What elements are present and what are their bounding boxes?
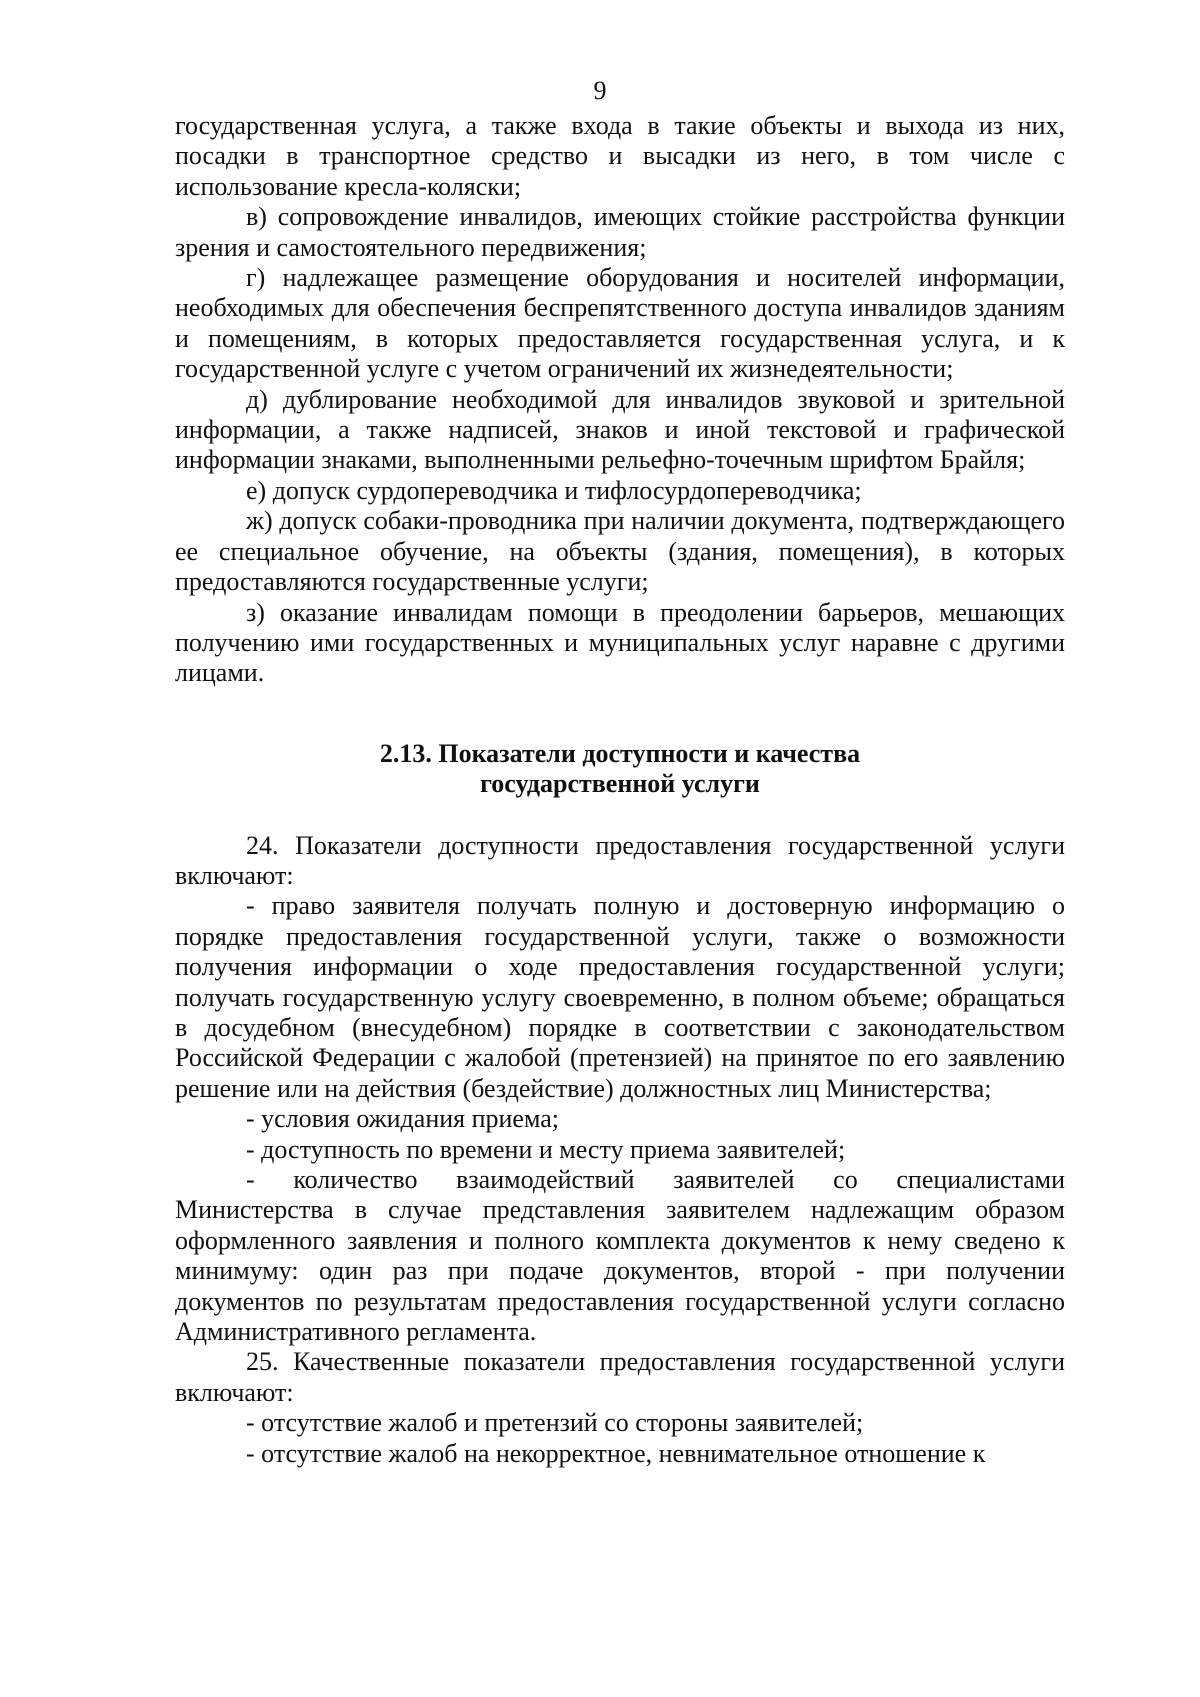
paragraph: е) допуск сурдопереводчика и тифлосурдопереводчика; [246, 475, 862, 505]
paragraph: - отсутствие жалоб и претензий со стороны заявителей; [246, 1408, 864, 1438]
paragraph: в) сопровождение инвалидов, имеющих стойкие расстройства функции зрения и самостоятельного передвижения; [175, 202, 1065, 262]
paragraph: 25. Качественные показатели предоставления государственной услуги включают: [175, 1347, 1065, 1407]
paragraph: г) надлежащее размещение оборудования и носителей информации, необходимых для обеспечения беспрепятственного доступа инвалидов зданиям и помещениям, в которых предоставляется государственная услуга, и к государственной услуге с учетом ограничений их жизнедеятельности; [175, 263, 1065, 384]
paragraph: - количество взаимодействий заявителей со специалистами Министерства в случае представления заявителем надлежащим образом оформленного заявления и полного комплекта документов к нему сведено к минимуму: один раз при подаче документов, второй - при получении документов по результатам предоставления государственной услуги согласно Административного регламента. [175, 1165, 1065, 1347]
paragraph: - отсутствие жалоб на некорректное, невнимательное отношение к [246, 1438, 986, 1468]
paragraph: ж) допуск собаки-проводника при наличии документа, подтверждающего ее специальное обучение, на объекты (здания, помещения), в которых предоставляются государственные услуги; [175, 506, 1065, 597]
document-body [175, 111, 1065, 1469]
paragraph: з) оказание инвалидам помощи в преодолении барьеров, мешающих получению ими государственных и муниципальных услуг наравне с другими лицами. [175, 597, 1065, 688]
paragraph: - доступность по времени и месту приема заявителей; [246, 1134, 846, 1164]
paragraphs-before-heading [175, 111, 1065, 689]
paragraph: государственная услуга, а также входа в такие объекты и выхода из них, посадки в транспортное средство и высадки из него, в том числе с использование кресла-коляски; [175, 111, 1065, 201]
paragraph: д) дублирование необходимой для инвалидов звуковой и зрительной информации, а также надписей, знаков и иной текстовой и графической информации знаками, выполненными рельефно-точечным шрифтом Брайля; [175, 384, 1065, 475]
page-number: 9 [593, 76, 607, 105]
paragraphs-after-heading [175, 831, 1065, 1470]
paragraph: - право заявителя получать полную и достоверную информацию о порядке предоставления государственной услуги, также о возможности получения информации о ходе предоставления государственной услуги; получать государственную услугу своевременно, в полном объеме; обращаться в досудебном (внесудебном) порядке в соответствии с законодательством Российской Федерации с жалобой (претензией) на принятое по его заявлению решение или на действия (бездействие) должностных лиц Министерства; [175, 891, 1065, 1103]
section-heading [175, 739, 1065, 800]
paragraph: 24. Показатели доступности предоставления государственной услуги включают: [175, 830, 1065, 890]
section-heading-line-1: 2.13. Показатели доступности и качества [379, 738, 861, 768]
paragraph: - условия ожидания приема; [246, 1104, 560, 1134]
section-heading-line-2: государственной услуги [480, 769, 760, 799]
